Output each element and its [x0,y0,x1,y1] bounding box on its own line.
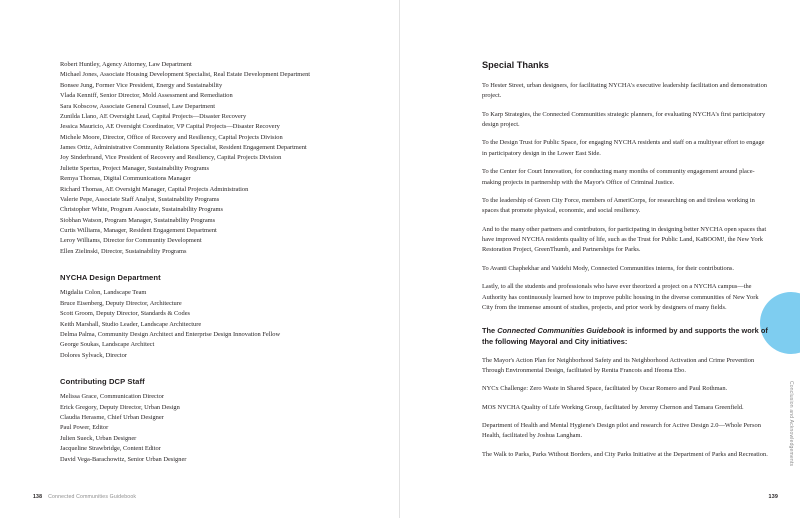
list-item: Zunilda Llano, AE Oversight Lead, Capital Projects—Disaster Recovery [60,112,247,120]
list-item: Siobhan Watson, Program Manager, Sustainability Programs [60,216,216,224]
list-item: Keith Marshall, Studio Leader, Landscape Architecture [60,320,202,328]
initiatives-heading-before: The [482,326,498,336]
list-item: Robert Huntley, Agency Attorney, Law Department [60,61,192,68]
list-item: David Vega-Barachowitz, Senior Urban Designer [60,455,187,463]
list-item: Julien Sueck, Urban Designer [60,434,137,442]
thanks-paragraph: To the Design Trust for Public Space, for engaging NYCHA residents and staff on a multiyear effort to engage in participatory design in the Lower East Side. [482,139,765,157]
list-item: Juliette Spertus, Project Manager, Sustainability Programs [60,164,210,172]
initiative-paragraph: Department of Health and Mental Hygiene's Design pilot and research for Active Design 2.0—Whole Person Health, facilitated by Joshua Langham. [482,422,761,440]
right-page-content [482,60,770,468]
list-item: Dolores Sylvack, Director [60,351,127,359]
credits-continued-list [60,60,360,257]
initiative-paragraph: NYCx Challenge: Zero Waste in Shared Space, facilitated by Oscar Romero and Paul Rothman. [482,385,728,393]
thanks-paragraph: To the leadership of Green City Force, members of AmeriCorps, for researching on and tireless working in spaces that promote physical, economic, and social resiliency. [482,196,755,215]
nycha-design-department-list [60,288,360,361]
list-item: Curtis Williams, Manager, Resident Engagement Department [60,227,217,234]
list-item: Vlada Kenniff, Senior Director, Mold Assessment and Remediation [60,92,233,100]
list-item: Michael Jones, Associate Housing Development Specialist, Real Estate Development Department [60,71,311,79]
list-item: Paul Power, Editor [60,424,109,432]
list-item: Bruce Eisenberg, Deputy Director, Architecture [60,299,182,307]
list-item: Ellen Zielinski, Director, Sustainability Programs [60,247,187,255]
contributing-dcp-staff-list [60,392,360,465]
left-page-footer [33,494,136,500]
list-item: Joy Sinderbrand, Vice President of Recovery and Resiliency, Capital Projects Division [60,154,282,162]
thanks-paragraph: Lastly, to all the students and professionals who have ever theorized a project on a NYCHA campus—the Authority has continuously learned how to improve public housing in the diverse communities of New York City from the immense amount of studies, projects, and prior work by designers of many fields. [482,283,759,311]
list-item: George Soukas, Landscape Architect [60,341,155,349]
running-section-label: Conclusion and Acknowledgements [788,380,794,466]
list-item: Erick Gregory, Deputy Director, Urban Design [60,403,180,411]
guidebook-title-italic: Connected Communities Guidebook [497,326,625,336]
thanks-paragraph: To Avanti Chaphekhar and Vaidehi Mody, Connected Communities interns, for their contributions. [482,264,734,272]
list-item: Scott Groom, Deputy Director, Standards & Codes [60,310,191,318]
list-item: Christopher White, Program Associate, Sustainability Programs [60,206,224,214]
nycha-design-department-heading: NYCHA Design Department [60,273,161,283]
thanks-paragraph: To Karp Strategies, the Connected Communities strategic planners, for evaluating NYCHA's first participatory design project. [482,110,766,129]
page-number-right: 139 [768,494,778,500]
right-page [400,0,800,518]
initiative-paragraph: MOS NYCHA Quality of Life Working Group, facilitated by Jeremy Chernon and Tamara Greenfield. [482,403,744,411]
special-thanks-heading: Special Thanks [482,60,549,70]
list-item: Delma Palma, Community Design Architect and Enterprise Design Innovation Fellow [60,330,281,338]
initiative-paragraph: The Walk to Parks, Parks Without Borders, and City Parks Initiative at the Department of Parks and Recreation. [482,450,768,458]
list-item: James Ortiz, Administrative Community Relations Specialist, Resident Engagement Department [60,144,307,151]
list-item: Melissa Grace, Communication Director [60,393,164,401]
initiative-paragraph: The Mayor's Action Plan for Neighborhood Safety and its Neighborhood Activation and Crime Prevention Through Environmental Design, facilitated by Renita Francois and Ifeoma Ebo. [482,356,755,374]
initiatives-heading [482,325,770,347]
page-number-left: 138 [33,494,43,500]
list-item: Michele Moore, Director, Office of Recovery and Resiliency, Capital Projects Division [60,133,283,141]
list-item: Richard Thomas, AE Oversight Manager, Capital Projects Administration [60,185,249,193]
list-item: Remya Thomas, Digital Communications Manager [60,175,191,183]
footer-book-title: Connected Communities Guidebook [48,494,137,500]
thanks-paragraph: To Hester Street, urban designers, for facilitating NYCHA's executive leadership facilitation and demonstration project. [482,81,768,100]
thanks-paragraph: And to the many other partners and contributors, for participating in designing better NYCHA open spaces that have improved NYCHA residents quality of life, such as the Trust for Public Land, KaBOOM!, the New York Restoration Project, GreenThumb, and Partnerships for Parks. [482,225,767,254]
list-item: Claudia Herasme, Chief Urban Designer [60,414,164,421]
list-item: Jessica Mauricio, AE Oversight Coordinator, VP Capital Projects—Disaster Recovery [60,123,280,131]
list-item: Bonsee Jung, Former Vice President, Energy and Sustainability [60,81,223,89]
initiatives-heading-after: is informed by and supports the work of the following Mayoral and City initiatives: [482,326,768,347]
list-item: Valerie Pepe, Associate Staff Analyst, Sustainability Programs [60,195,220,203]
list-item: Jacqueline Strawbridge, Content Editor [60,445,161,453]
contributing-dcp-staff-heading: Contributing DCP Staff [60,377,145,386]
thanks-paragraph: To the Center for Court Innovation, for conducting many months of community engagement around place-making projects in partnership with the Mayor's Office of Criminal Justice. [482,168,755,186]
list-item: Sara Kobscow, Associate General Counsel, Law Department [60,102,216,110]
left-page-content [60,60,360,465]
list-item: Migdalia Colon, Landscape Team [60,289,147,297]
list-item: Leroy Williams, Director for Community Development [60,237,202,245]
